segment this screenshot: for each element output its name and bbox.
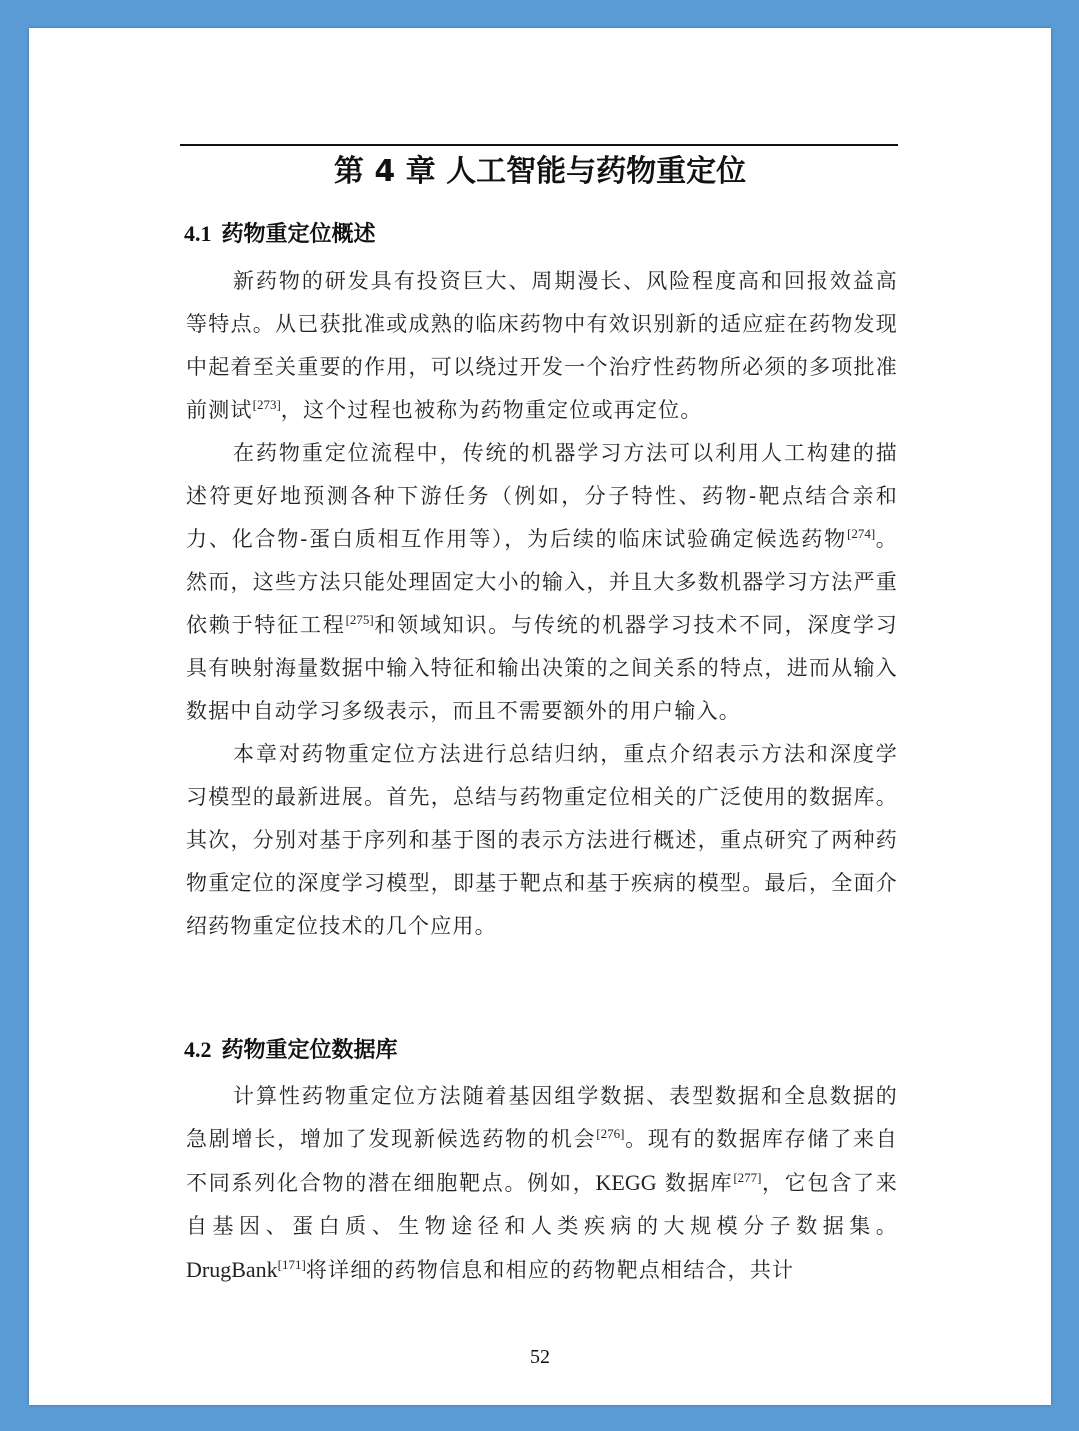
- section-4-2-body: [186, 1075, 898, 1292]
- paragraph-text: 将详细的药物信息和相应的药物靶点相结合，共计: [305, 1258, 795, 1282]
- citation: [171]: [277, 1257, 306, 1272]
- database-name: DrugBank: [186, 1257, 278, 1282]
- paragraph: [186, 432, 898, 733]
- paragraph-text: 在药物重定位流程中，传统的机器学习方法可以利用人工构建的描述符更好地预测各种下游任务（例如，分子特性、药物-靶点结合亲和力、化合物-蛋白质相互作用等），为后续的临床试验确定候选药物: [186, 441, 898, 551]
- paragraph-text: 和领域知识。与传统的机器学习技术不同，深度学习具有映射海量数据中输入特征和输出决策的之间关系的特点，进而从输入数据中自动学习多级表示，而且不需要额外的用户输入。: [186, 613, 898, 723]
- paragraph-text: 新药物的研发具有投资巨大、周期漫长、风险程度高和回报效益高等特点。从已获批准或成熟的临床药物中有效识别新的适应症在药物发现中起着至关重要的作用，可以绕过开发一个治疗性药物所必须的多项批准前测试: [186, 269, 898, 422]
- chapter-top-rule: [180, 144, 898, 146]
- section-heading-4-1: [184, 218, 376, 251]
- citation: [275]: [345, 612, 374, 627]
- paragraph: [186, 733, 898, 948]
- page-number: 52: [530, 1346, 550, 1368]
- paragraph-text: 计算性药物重定位方法随着基因组学数据、表型数据和全息数据的急剧增长，增加了发现新候选药物的机会: [186, 1084, 898, 1151]
- section-heading-4-2: [184, 1034, 398, 1067]
- paragraph-text: ，这个过程也被称为药物重定位或再定位。: [280, 398, 703, 422]
- citation: [277]: [733, 1170, 762, 1185]
- section-number: 4.2: [184, 1037, 212, 1062]
- section-title: 药物重定位概述: [221, 222, 376, 247]
- database-name: KEGG: [595, 1170, 657, 1195]
- document-page: [29, 28, 1051, 1405]
- section-4-1-body: [186, 260, 898, 948]
- section-title: 药物重定位数据库: [221, 1038, 398, 1063]
- paragraph-text: 本章对药物重定位方法进行总结归纳，重点介绍表示方法和深度学习模型的最新进展。首先，总结与药物重定位相关的广泛使用的数据库。其次，分别对基于序列和基于图的表示方法进行概述，重点研究了两种药物重定位的深度学习模型，即基于靶点和基于疾病的模型。最后，全面介绍药物重定位技术的几个应用。: [186, 742, 898, 938]
- paragraph-text: 。现有的数据库存储了来自不同系列化合物的潜在细胞靶点。例如，: [186, 1127, 898, 1195]
- paragraph-text: 数据库: [656, 1171, 734, 1195]
- citation: [273]: [252, 397, 281, 412]
- paragraph: [186, 260, 898, 432]
- paragraph-text: ，它包含了来自基因、蛋白质、生物途径和人类疾病的大规模分子数据集。: [186, 1171, 898, 1238]
- citation: [276]: [596, 1126, 625, 1141]
- section-number: 4.1: [184, 221, 212, 246]
- citation: [274]: [846, 526, 876, 541]
- paragraph-text: 。然而，这些方法只能处理固定大小的输入，并且大多数机器学习方法严重依赖于特征工程: [186, 527, 899, 637]
- paragraph: [186, 1075, 898, 1292]
- chapter-title: 第 4 章 人工智能与药物重定位: [333, 154, 747, 189]
